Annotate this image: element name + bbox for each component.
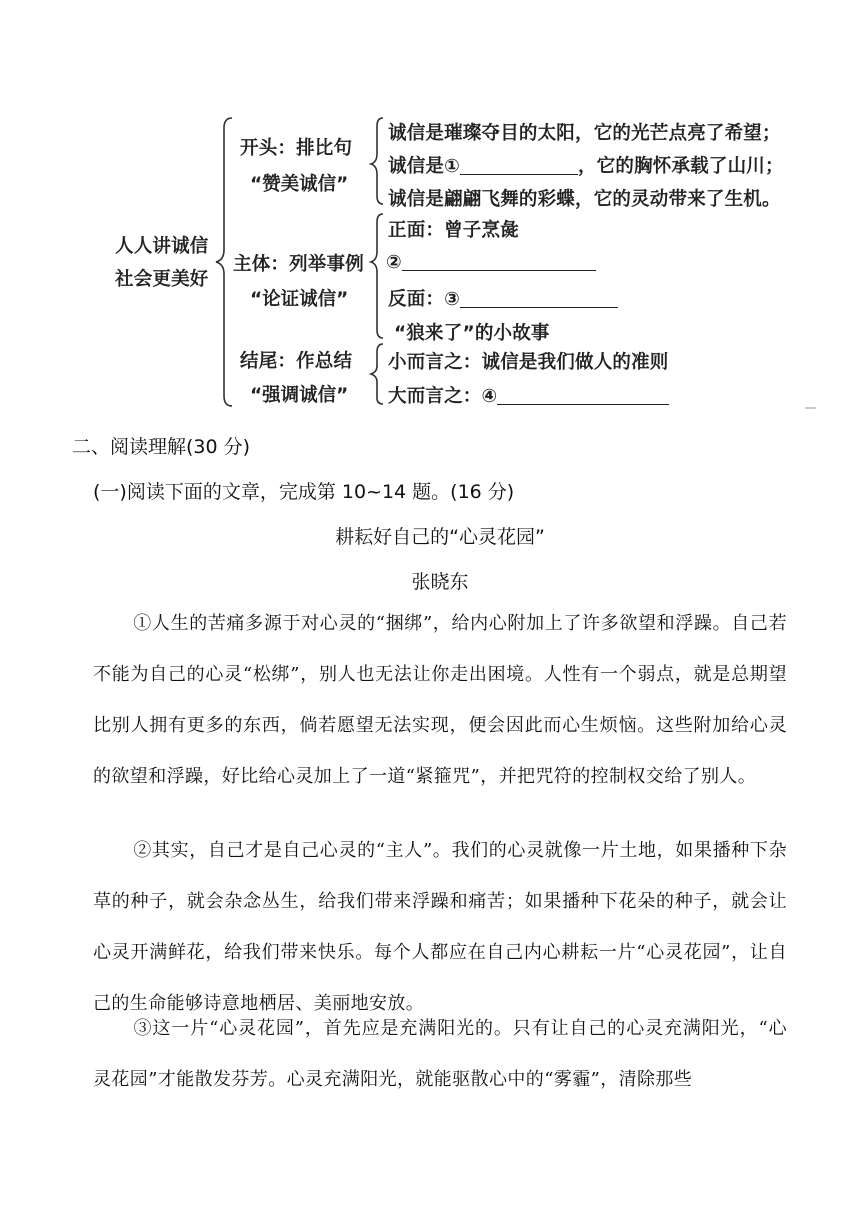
section-heading: 二、阅读理解(30 分)	[72, 436, 251, 458]
ending-label: 结尾：作总结	[240, 351, 353, 372]
body-line-2	[386, 250, 596, 273]
article-author: 张晓东	[411, 571, 469, 593]
blank-number-3: ③	[444, 289, 460, 310]
opening-line-1: 诚信是璀璨夺目的太阳，它的光芒点亮了希望；	[388, 123, 781, 144]
root-brace	[216, 118, 232, 406]
ending-line-2	[388, 382, 669, 408]
paragraph-2	[93, 825, 787, 1029]
opening-line-2-start: 诚信是	[388, 156, 445, 177]
opening-sub: “赞美诚信”	[250, 174, 349, 195]
opening-line-2	[388, 152, 784, 178]
body-line-3	[388, 285, 618, 311]
blank-2[interactable]	[402, 250, 596, 271]
blank-number-1: ①	[444, 156, 460, 177]
opening-line-2-end: ，它的胸怀承载了山川；	[577, 156, 784, 177]
blank-3[interactable]	[460, 287, 618, 308]
section-instruction: (一)阅读下面的文章，完成第 10~14 题。(16 分)	[93, 481, 515, 503]
ending-sub: “强调诚信”	[250, 385, 349, 406]
opening-label: 开头：排比句	[240, 138, 353, 159]
body-brace	[371, 214, 383, 338]
ending-line-1: 小而言之：诚信是我们做人的准则	[388, 352, 669, 373]
blank-number-2: ②	[386, 252, 402, 273]
blank-1[interactable]	[460, 154, 578, 175]
opening-line-3: 诚信是翩翩飞舞的彩蝶，它的灵动带来了生机。	[388, 189, 781, 210]
blank-4[interactable]	[497, 384, 669, 405]
body-line-4: “狼来了”的小故事	[394, 323, 550, 344]
body-line-1: 正面：曾子烹彘	[388, 220, 519, 241]
paragraph-3	[93, 1003, 787, 1105]
body-sub: “论证诚信”	[250, 289, 349, 310]
body-label: 主体：列举事例	[233, 254, 364, 275]
root-text-line1: 人人讲诚信	[115, 236, 209, 257]
opening-brace	[371, 118, 383, 204]
paragraph-2-text: ②其实，自己才是自己心灵的“主人”。我们的心灵就像一片土地，如果播种下杂草的种子，就会杂念丛生，给我们带来浮躁和痛苦；如果播种下花朵的种子，就会让心灵开满鲜花，给我们带来快乐。每个人都应在自己内心耕耘一片“心灵花园”，让自己的生命能够诗意地栖居、美丽地安放。	[93, 840, 787, 1014]
body-line-3-start: 反面：	[388, 289, 445, 310]
paragraph-1	[93, 598, 787, 802]
root-text-line2: 社会更美好	[115, 269, 209, 290]
article-title: 耕耘好自己的“心灵花园”	[335, 526, 545, 548]
paragraph-1-text: ①人生的苦痛多源于对心灵的“捆绑”，给内心附加上了许多欲望和浮躁。自己若不能为自己的心灵“松绑”，别人也无法让你走出困境。人性有一个弱点，就是总期望比别人拥有更多的东西，倘若愿望无法实现，便会因此而心生烦恼。这些附加给心灵的欲望和浮躁，好比给心灵加上了一道“紧箍咒”，并把咒符的控制权交给了别人。	[93, 613, 787, 787]
blank-number-4: ④	[481, 386, 498, 407]
ending-line-2-start: 大而言之：	[388, 386, 482, 407]
paragraph-3-text: ③这一片“心灵花园”，首先应是充满阳光的。只有让自己的心灵充满阳光，“心灵花园”才能散发芬芳。心灵充满阳光，就能驱散心中的“雾霾”，清除那些	[93, 1018, 787, 1090]
ending-brace	[371, 344, 383, 404]
